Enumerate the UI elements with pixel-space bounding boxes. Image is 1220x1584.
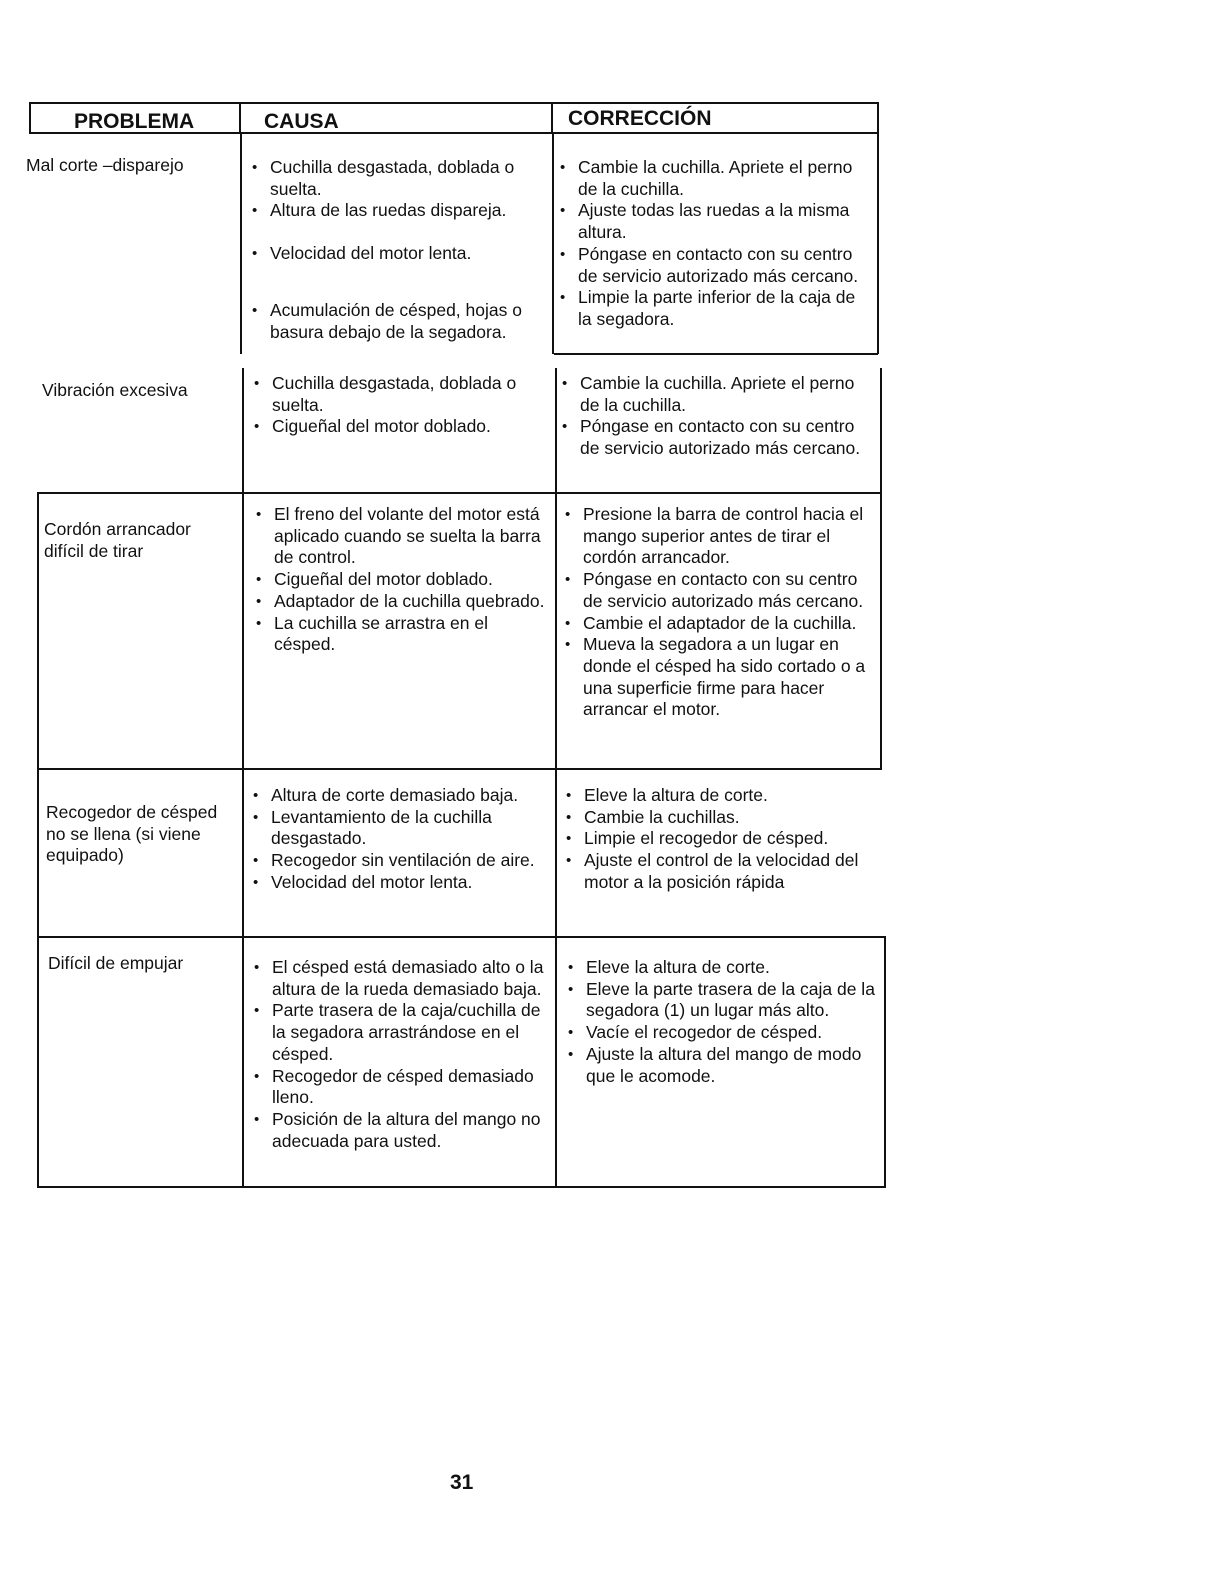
table-bottom-rule <box>37 1186 886 1188</box>
list-item: • La cuchilla se arrastra en el césped. <box>252 613 552 656</box>
header-correction: CORRECCIÓN <box>568 107 712 130</box>
row5-problem: Difícil de empujar <box>48 953 184 973</box>
row1-bottom-rule <box>554 353 878 355</box>
header-right-rule <box>877 102 879 134</box>
row3-bottom-rule <box>37 768 882 770</box>
list-item: • Póngase en contacto con su centro de servicio autorizado más cercano. <box>565 569 875 612</box>
row1-corrections <box>560 157 870 331</box>
row4-causes <box>253 785 543 894</box>
list-item: • Adaptador de la cuchilla quebrado. <box>252 591 552 613</box>
list-item: • Cambie el adaptador de la cuchilla. <box>565 613 875 635</box>
list-item: • Cuchilla desgastada, doblada o suelta. <box>248 157 554 200</box>
header-left-rule <box>29 102 31 134</box>
list-item: • Póngase en contacto con su centro de servicio autorizado más cercano. <box>560 244 870 287</box>
right-rule-bottom <box>884 936 886 1188</box>
row4-corrections <box>566 785 878 894</box>
list-item: • Recogedor sin ventilación de aire. <box>253 850 543 872</box>
list-item: • Mueva la segadora a un lugar en donde el césped ha sido cortado o a una superficie firme para hacer arrancar el motor. <box>565 634 875 721</box>
col-divider-1b <box>242 368 244 1188</box>
left-rule-lower <box>37 492 39 1188</box>
list-item: • Eleve la parte trasera de la caja de la segadora (1) un lugar más alto. <box>568 979 880 1022</box>
list-item: • Póngase en contacto con su centro de servicio autorizado más cercano. <box>562 416 874 459</box>
col-divider-2b <box>555 368 557 1188</box>
row2-causes <box>250 373 550 438</box>
list-item: • Levantamiento de la cuchilla desgastado. <box>253 807 543 850</box>
row4-bottom-rule <box>37 936 886 938</box>
header-divider-2 <box>551 102 553 134</box>
list-item: • Eleve la altura de corte. <box>568 957 880 979</box>
list-item: • Cuchilla desgastada, doblada o suelta. <box>250 373 550 416</box>
list-item: • Recogedor de césped demasiado lleno. <box>254 1066 546 1109</box>
list-item: • Ajuste la altura del mango de modo que le acomode. <box>568 1044 880 1087</box>
list-item: • Vacíe el recogedor de césped. <box>568 1022 880 1044</box>
row2-problem: Vibración excesiva <box>42 380 188 400</box>
list-item: • Altura de corte demasiado baja. <box>253 785 543 807</box>
list-item: • Eleve la altura de corte. <box>566 785 878 807</box>
row5-causes <box>254 957 546 1152</box>
row3-problem: Cordón arrancador difícil de tirar <box>44 519 191 561</box>
list-item: • Cambie la cuchillas. <box>566 807 878 829</box>
row3-causes <box>252 504 552 656</box>
list-item: • Ajuste todas las ruedas a la misma altura. <box>560 200 870 243</box>
list-item: • Parte trasera de la caja/cuchilla de la segadora arrastrándose en el césped. <box>254 1000 546 1065</box>
row2-bottom-rule <box>37 492 882 494</box>
list-item: • Cambie la cuchilla. Apriete el perno de la cuchilla. <box>560 157 870 200</box>
list-item: • Limpie el recogedor de césped. <box>566 828 878 850</box>
list-item: • El freno del volante del motor está aplicado cuando se suelta la barra de control. <box>252 504 552 569</box>
row4-problem: Recogedor de césped no se llena (si viene equipado) <box>46 802 218 866</box>
page-number: 31 <box>450 1471 474 1494</box>
header-problem: PROBLEMA <box>74 110 195 133</box>
list-item: • Acumulación de césped, hojas o basura debajo de la segadora. <box>248 300 554 343</box>
list-item: • Velocidad del motor lenta. <box>248 243 554 265</box>
list-item: • Ajuste el control de la velocidad del motor a la posición rápida <box>566 850 878 893</box>
list-item: • Altura de las ruedas dispareja. <box>248 200 554 222</box>
list-item: • Cambie la cuchilla. Apriete el perno de la cuchilla. <box>562 373 874 416</box>
row1-problem: Mal corte –disparejo <box>26 155 184 175</box>
list-item: • Cigueñal del motor doblado. <box>250 416 550 438</box>
list-item: • Presione la barra de control hacia el mango superior antes de tirar el cordón arrancador. <box>565 504 875 569</box>
row1-causes <box>248 157 554 343</box>
row5-corrections <box>568 957 880 1087</box>
row2-corrections <box>562 373 874 460</box>
col-divider-1 <box>240 134 242 354</box>
list-item: • El césped está demasiado alto o la altura de la rueda demasiado baja. <box>254 957 546 1000</box>
list-item: • Limpie la parte inferior de la caja de la segadora. <box>560 287 870 330</box>
list-item: • Cigueñal del motor doblado. <box>252 569 552 591</box>
right-rule-row1 <box>877 134 879 354</box>
list-item: • Posición de la altura del mango no adecuada para usted. <box>254 1109 546 1152</box>
row3-corrections <box>565 504 875 721</box>
header-cause: CAUSA <box>264 110 339 133</box>
list-item: • Velocidad del motor lenta. <box>253 872 543 894</box>
table-top-rule <box>29 102 879 104</box>
right-rule-lower <box>880 368 882 768</box>
header-divider-1 <box>239 102 241 134</box>
